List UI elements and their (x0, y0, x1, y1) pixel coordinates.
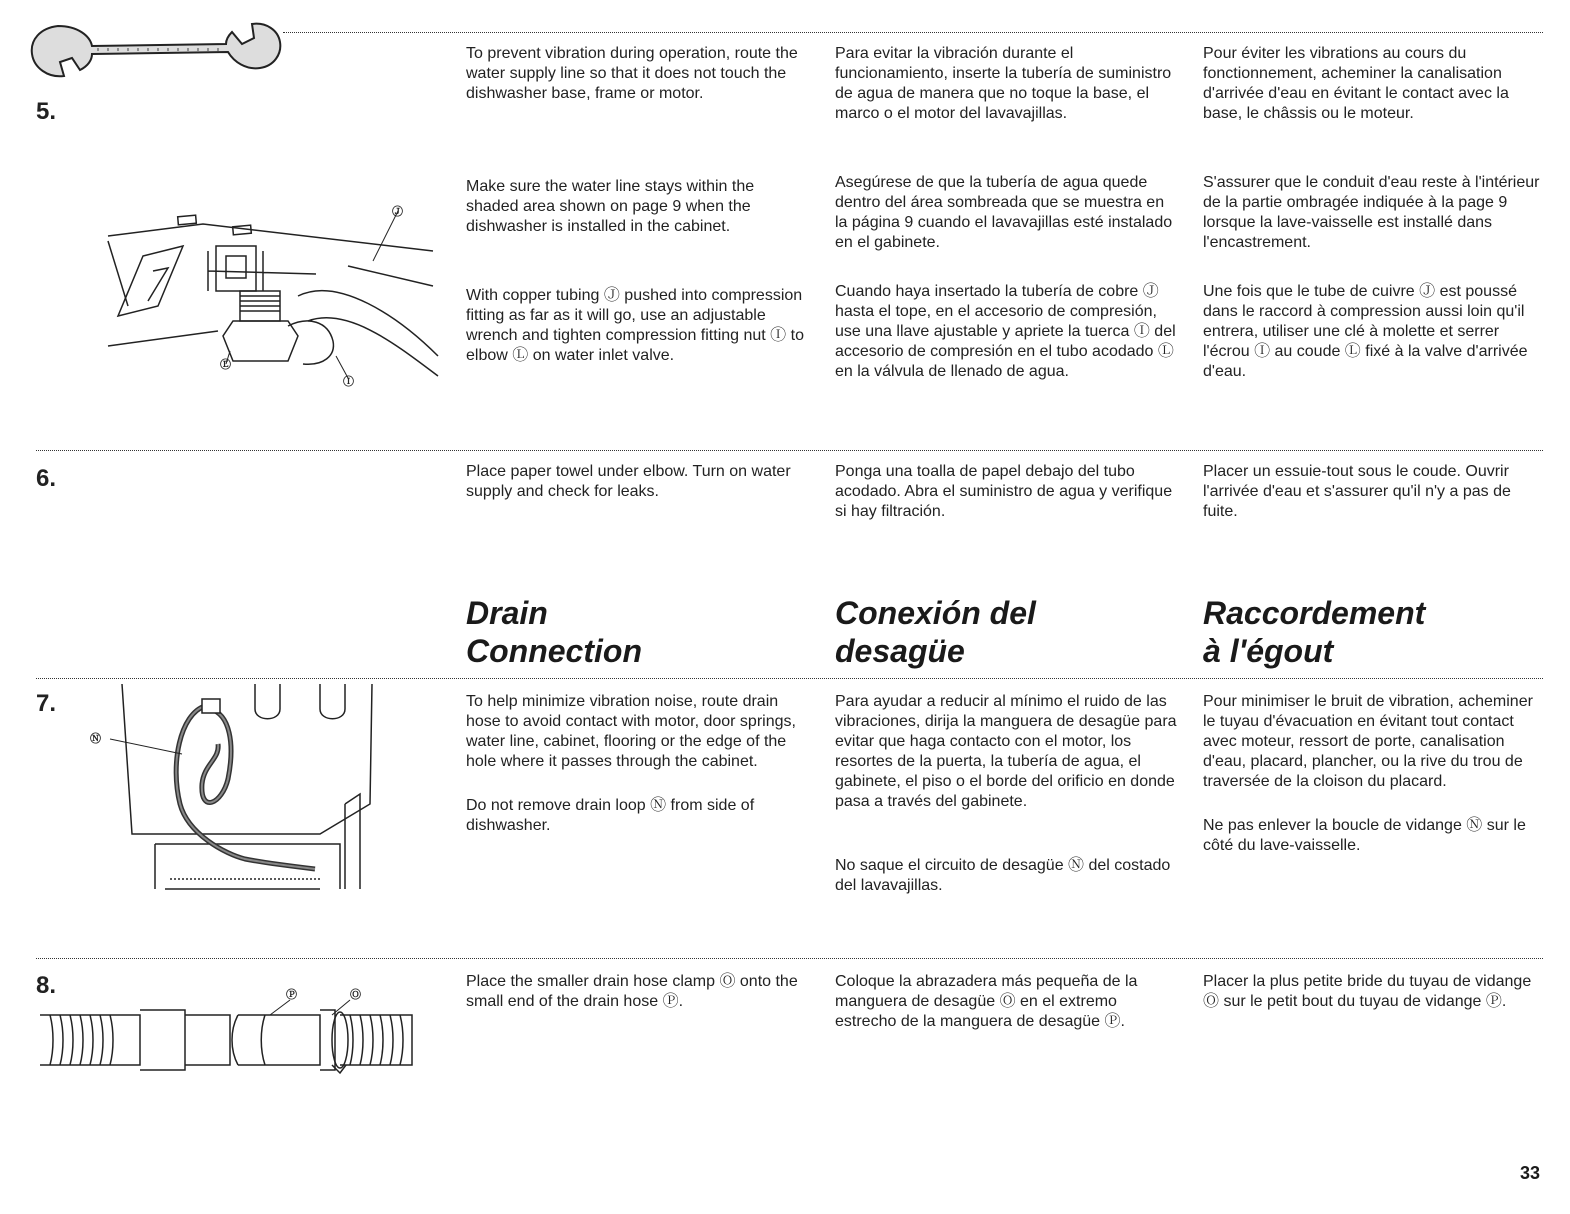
page-number: 33 (1519, 1163, 1540, 1183)
section-rule (36, 450, 1543, 451)
callout-o: Ⓞ (350, 989, 361, 1001)
step-7-block-2-en: Do not remove drain loop Ⓝ from side of dishwasher. (466, 797, 755, 834)
section-heading-es: Conexión del desagüe (835, 595, 1036, 669)
step-number: 7. (36, 690, 57, 717)
step-5-block-1-fr: Pour éviter les vibrations au cours du fonctionnement, acheminer la canalisation d'arrivée d'eau en évitant le contact avec la base, le châssis ou le moteur. (1203, 45, 1509, 122)
step-number: 5. (36, 98, 57, 125)
step-6-fr: Placer un essuie-tout sous le coude. Ouvrir l'arrivée d'eau et s'assurer qu'il n'y a pas de fuite. (1203, 463, 1511, 520)
callout-j: Ⓙ (392, 206, 403, 218)
section-rule (36, 958, 1543, 959)
step-8-fr: Placer la plus petite bride du tuyau de vidange Ⓞ sur le petit bout du tuyau de vidange Ⓟ. (1203, 973, 1532, 1010)
drain-hose-clamp-illustration (40, 995, 420, 1075)
step-number: 6. (36, 465, 57, 492)
step-7-block-2-es: No saque el circuito de desagüe Ⓝ del costado del lavavajillas. (835, 857, 1171, 894)
step-6-en: Place paper towel under elbow. Turn on water supply and check for leaks. (466, 463, 791, 500)
step-5-block-1-en: To prevent vibration during operation, route the water supply line so that it does not touch the dishwasher base, frame or motor. (466, 45, 798, 102)
wrench-icon (28, 18, 283, 88)
step-5-block-3-es: Cuando haya insertado la tubería de cobre Ⓙ hasta el tope, en el accesorio de compresión, use una llave ajustable y apriete la tuerca Ⓘ del accesorio de compresión en el tubo acodado Ⓛ en la válvula de llenado de agua. (835, 283, 1176, 380)
step-7-block-1-en: To help minimize vibration noise, route drain hose to avoid contact with motor, door springs, water line, cabinet, flooring or the edge of the hole where it passes through the cabinet. (466, 693, 796, 770)
step-5-block-1-es: Para evitar la vibración durante el funcionamiento, inserte la tubería de suministro de agua de manera que no toque la base, el marco o el motor del lavavajillas. (835, 45, 1172, 122)
step-5-block-2-en: Make sure the water line stays within the shaded area shown on page 9 when the dishwasher is installed in the cabinet. (466, 178, 755, 235)
drain-loop-illustration (110, 684, 380, 894)
step-6-es: Ponga una toalla de papel debajo del tubo acodado. Abra el suministro de agua y verifique si hay filtración. (835, 463, 1173, 520)
compression-fitting-illustration (108, 196, 443, 396)
section-heading-en: Drain Connection (466, 595, 642, 669)
section-heading-fr: Raccordement à l'égout (1203, 595, 1426, 669)
step-5-block-3-en: With copper tubing Ⓙ pushed into compression fitting as far as it will go, use an adjustable wrench and tighten compression fitting nut Ⓘ to elbow Ⓛ on water inlet valve. (466, 287, 804, 364)
header-rule (283, 32, 1543, 33)
callout-p: Ⓟ (286, 989, 297, 1001)
step-8-en: Place the smaller drain hose clamp Ⓞ onto the small end of the drain hose Ⓟ. (466, 973, 798, 1010)
step-5-block-3-fr: Une fois que le tube de cuivre Ⓙ est poussé dans le raccord à compression aussi loin qu'il entrera, utiliser une clé à molette et serrer l'écrou Ⓘ au coude Ⓛ fixé à la valve d'arrivée d'eau. (1203, 283, 1528, 380)
step-5-block-2-fr: S'assurer que le conduit d'eau reste à l'intérieur de la partie ombragée indiquée à la page 9 lorsque la lave-vaisselle est installé dans l'encastrement. (1203, 174, 1540, 251)
step-7-block-2-fr: Ne pas enlever la boucle de vidange Ⓝ sur le côté du lave-vaisselle. (1203, 817, 1526, 854)
section-rule (36, 678, 1543, 679)
step-7-block-1-fr: Pour minimiser le bruit de vibration, acheminer le tuyau d'évacuation en évitant tout contact avec moteur, ressort de porte, canalisation d'eau, placard, plancher, ou la rive du trou de traversée de la cloison du placard. (1203, 693, 1533, 790)
step-7-block-1-es: Para ayudar a reducir al mínimo el ruido de las vibraciones, dirija la manguera de desagüe para evitar que haga contacto con el motor, los resortes de la puerta, la tubería de agua, el gabinete, el piso o el borde del orificio en donde pasa a través del gabinete. (835, 693, 1177, 810)
step-5-block-2-es: Asegúrese de que la tubería de agua quede dentro del área sombreada que se muestra en la página 9 cuando el lavavajillas esté instalado en el gabinete. (835, 174, 1173, 251)
callout-k: Ⓘ (343, 376, 354, 388)
step-8-es: Coloque la abrazadera más pequeña de la manguera de desagüe Ⓞ en el extremo estrecho de la manguera de desagüe Ⓟ. (835, 973, 1138, 1030)
callout-l: Ⓛ (220, 359, 231, 371)
step-number: 8. (36, 972, 57, 999)
callout-n: Ⓝ (90, 733, 101, 745)
